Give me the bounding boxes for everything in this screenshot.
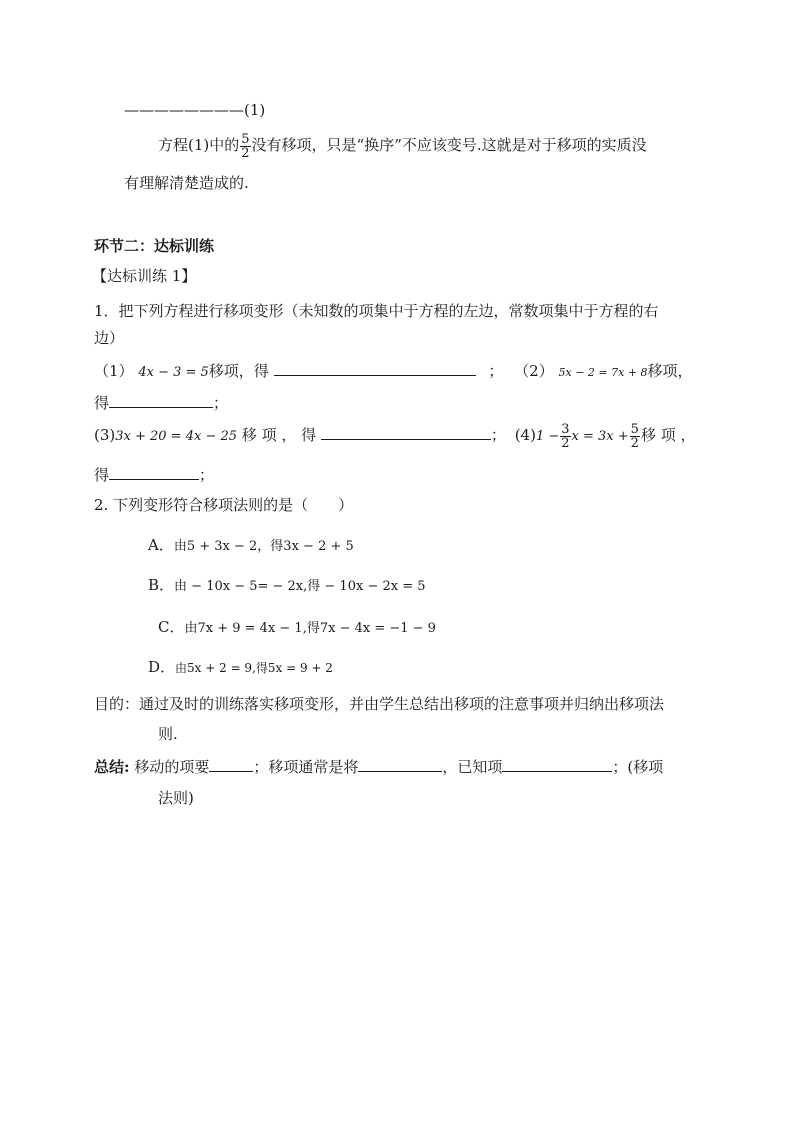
summary-blank-2[interactable]	[358, 757, 442, 772]
summary-part-2: ；移项通常是将	[253, 758, 359, 776]
part-3-equation: 3x + 20 = 4x − 25	[115, 429, 238, 444]
question-1-part-3-row	[94, 420, 695, 452]
summary-part-3: ，已知项	[442, 758, 503, 776]
part-4-text: 移 项 ，	[640, 426, 696, 444]
fraction-three-halves: $\frac{3}{2}$	[561, 421, 570, 451]
explanation-text-after: 没有移项，只是“换序”不应该变号.这就是对于移项的实质没	[251, 136, 647, 154]
part-2-label: （2）	[514, 362, 554, 380]
purpose-line-2: 则.	[158, 725, 178, 743]
option-c-label: C．	[158, 618, 185, 636]
option-b-label: B．	[148, 576, 175, 594]
explanation-line-2: 有理解清楚造成的.	[124, 174, 249, 192]
part-1-label: （1）	[94, 362, 134, 380]
part-1-text: 移项，得	[208, 362, 269, 380]
question-2-stem: 2. 下列变形符合移项法则的是（ ）	[94, 496, 354, 514]
part-2-answer-blank[interactable]	[109, 393, 213, 408]
option-c-text: 由7x + 9 = 4x − 1,得7x − 4x = −1 − 9	[184, 621, 436, 636]
fraction-five-halves: $\frac{5}{2}$	[241, 131, 250, 161]
section-title: 环节二：达标训练	[94, 237, 215, 255]
part-2-de: 得	[94, 394, 110, 412]
summary-label: 总结:	[94, 758, 130, 776]
question-1-part-4-answer-row	[94, 465, 214, 485]
part-4-equation-b: x = 3x +	[571, 429, 629, 444]
question-1-stem-line-2: 边）	[94, 329, 125, 347]
part-2-equation: 5x − 2 = 7x + 8	[558, 366, 648, 379]
part-3-answer-blank[interactable]	[321, 425, 491, 440]
summary-line-2: 法则)	[158, 789, 194, 807]
summary-part-1: 移动的项要	[134, 758, 210, 776]
fraction-five-halves-2: $\frac{5}{2}$	[630, 421, 639, 451]
question-1-part-1-row	[94, 361, 693, 383]
part-4-de: 得	[94, 466, 110, 484]
part-3-label: (3)	[94, 426, 116, 444]
separator: ；	[213, 394, 229, 412]
option-d-label: D．	[148, 658, 176, 676]
part-2-text: 移项，	[647, 362, 693, 380]
explanation-line-1	[158, 130, 647, 160]
option-a-label: A．	[148, 536, 174, 554]
separator: ；	[199, 466, 215, 484]
option-b[interactable]	[148, 575, 426, 597]
summary-blank-1[interactable]	[209, 757, 253, 772]
purpose-line-1: 目的：通过及时的训练落实移项变形，并由学生总结出移项的注意事项并归纳出移项法	[94, 695, 665, 713]
part-4-label: (4)	[514, 426, 536, 444]
question-1-part-2-answer-row	[94, 393, 228, 413]
explanation-text-before: 方程(1)中的	[158, 136, 240, 154]
separator: ；	[488, 362, 504, 380]
separator: ；	[490, 426, 506, 444]
summary-part-4: ；(移项	[612, 758, 664, 776]
part-3-text: 移 项 ， 得	[241, 426, 317, 444]
subsection-title: 【达标训练 1】	[92, 267, 197, 285]
part-1-equation: 4x − 3 = 5	[138, 365, 209, 380]
part-4-equation-a: 1 −	[535, 429, 560, 444]
equation-reference-line: ————————(1)	[124, 101, 266, 119]
option-a[interactable]	[148, 535, 354, 557]
part-1-answer-blank[interactable]	[274, 361, 476, 376]
question-1-stem-line-1: 1．把下列方程进行移项变形（未知数的项集中于方程的左边，常数项集中于方程的右	[94, 302, 659, 320]
part-4-answer-blank[interactable]	[109, 465, 199, 480]
option-d-text: 由5x + 2 = 9,得5x = 9 + 2	[175, 661, 333, 675]
option-a-text: 由5 + 3x − 2，得3x − 2 + 5	[173, 539, 354, 554]
summary-blank-3[interactable]	[502, 757, 612, 772]
option-b-text: 由 − 10x − 5= − 2x,得 − 10x − 2x = 5	[174, 579, 426, 594]
summary-line-1	[94, 757, 663, 777]
option-c[interactable]	[158, 617, 436, 639]
option-d[interactable]	[148, 657, 333, 678]
